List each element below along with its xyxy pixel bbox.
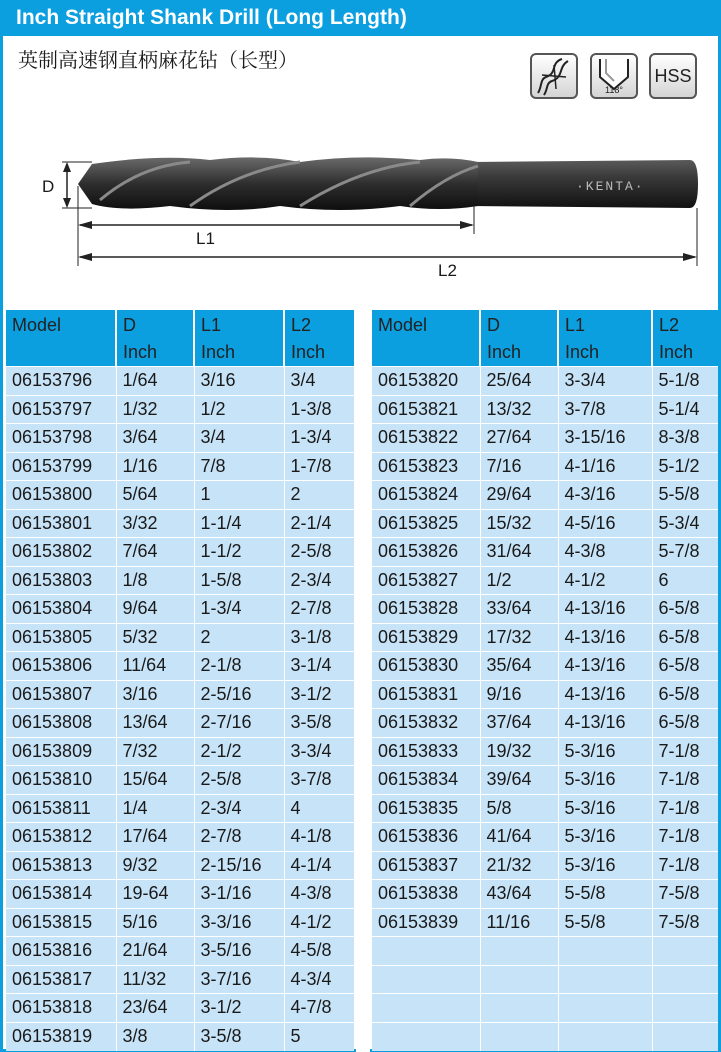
- model-cell: 06153808: [6, 709, 116, 738]
- table-row: [372, 965, 718, 994]
- d-cell: 5/8: [480, 794, 558, 823]
- col-l2-header: L2 Inch: [284, 310, 354, 367]
- d-cell: 35/64: [480, 652, 558, 681]
- d-cell: 11/32: [116, 965, 194, 994]
- d-cell: 31/64: [480, 538, 558, 567]
- l2-cell: 7-1/8: [652, 823, 718, 852]
- model-cell: 06153835: [372, 794, 480, 823]
- table-row: [6, 680, 354, 709]
- model-cell: 06153810: [6, 766, 116, 795]
- l2-cell: 4-5/8: [284, 937, 354, 966]
- d-cell: 21/32: [480, 851, 558, 880]
- table-row: [372, 452, 718, 481]
- d-cell: 19/32: [480, 737, 558, 766]
- d-cell: [480, 1022, 558, 1051]
- d-cell: 11/16: [480, 908, 558, 937]
- table-row: [372, 395, 718, 424]
- title-bar: [0, 0, 721, 36]
- l1-cell: 2-1/2: [194, 737, 284, 766]
- l2-cell: 7-5/8: [652, 880, 718, 909]
- table-row: [6, 652, 354, 681]
- d-cell: 1/8: [116, 566, 194, 595]
- l2-cell: 5: [284, 1022, 354, 1051]
- table-row: [372, 737, 718, 766]
- l1-cell: 4-13/16: [558, 623, 652, 652]
- model-cell: 06153803: [6, 566, 116, 595]
- table-header: [372, 310, 718, 367]
- table-row: [372, 509, 718, 538]
- d-cell: 25/64: [480, 367, 558, 396]
- table-row: [6, 509, 354, 538]
- model-cell: 06153811: [6, 794, 116, 823]
- l2-cell: 2-1/4: [284, 509, 354, 538]
- l1-cell: [558, 994, 652, 1023]
- table-row: [6, 481, 354, 510]
- model-cell: [372, 937, 480, 966]
- table-row: [6, 709, 354, 738]
- l1-cell: 5-3/16: [558, 823, 652, 852]
- l2-cell: 5-3/4: [652, 509, 718, 538]
- model-cell: 06153815: [6, 908, 116, 937]
- table-row: [6, 823, 354, 852]
- l1-cell: 1-1/2: [194, 538, 284, 567]
- table-row: [6, 395, 354, 424]
- table-row: [6, 566, 354, 595]
- model-cell: 06153807: [6, 680, 116, 709]
- l2-cell: 4-1/8: [284, 823, 354, 852]
- l2-cell: 3-3/4: [284, 737, 354, 766]
- l2-cell: 7-5/8: [652, 908, 718, 937]
- model-cell: 06153797: [6, 395, 116, 424]
- model-cell: 06153801: [6, 509, 116, 538]
- model-cell: 06153802: [6, 538, 116, 567]
- drill-brand-marking: ·KENTA·: [576, 179, 645, 194]
- l1-cell: 4-1/2: [558, 566, 652, 595]
- d-cell: 29/64: [480, 481, 558, 510]
- l1-cell: 1-1/4: [194, 509, 284, 538]
- l2-cell: 6-5/8: [652, 623, 718, 652]
- spec-table-right: [372, 310, 718, 1051]
- l1-cell: 1: [194, 481, 284, 510]
- l2-cell: 7-1/8: [652, 737, 718, 766]
- model-cell: 06153812: [6, 823, 116, 852]
- model-cell: [372, 1022, 480, 1051]
- d-cell: 15/32: [480, 509, 558, 538]
- d-cell: 13/32: [480, 395, 558, 424]
- dim-l1-label: L1: [196, 229, 215, 248]
- table-row: [6, 452, 354, 481]
- table-row: [372, 566, 718, 595]
- table-row: [372, 481, 718, 510]
- table-row: [6, 595, 354, 624]
- d-cell: 23/64: [116, 994, 194, 1023]
- col-d-header: D Inch: [480, 310, 558, 367]
- table-row: [6, 994, 354, 1023]
- col-model-header: Model: [6, 310, 116, 367]
- l1-cell: 3-3/4: [558, 367, 652, 396]
- table-row: [372, 595, 718, 624]
- model-cell: 06153830: [372, 652, 480, 681]
- table-row: [372, 880, 718, 909]
- d-cell: 17/32: [480, 623, 558, 652]
- model-cell: 06153809: [6, 737, 116, 766]
- col-d-header: D Inch: [116, 310, 194, 367]
- d-cell: 5/16: [116, 908, 194, 937]
- d-cell: 1/16: [116, 452, 194, 481]
- table-row: [6, 937, 354, 966]
- model-cell: 06153838: [372, 880, 480, 909]
- table-row: [6, 965, 354, 994]
- spec-table-left: [6, 310, 354, 1051]
- l2-cell: 3/4: [284, 367, 354, 396]
- l1-cell: 3-1/16: [194, 880, 284, 909]
- l1-cell: 4-1/16: [558, 452, 652, 481]
- model-cell: 06153826: [372, 538, 480, 567]
- d-cell: 15/64: [116, 766, 194, 795]
- table-row: [372, 709, 718, 738]
- table-header: [6, 310, 354, 367]
- l2-cell: 5-1/2: [652, 452, 718, 481]
- l1-cell: 4-13/16: [558, 595, 652, 624]
- d-cell: 27/64: [480, 424, 558, 453]
- l1-cell: 3-7/8: [558, 395, 652, 424]
- model-cell: 06153798: [6, 424, 116, 453]
- page-title: Inch Straight Shank Drill (Long Length): [16, 6, 407, 29]
- point-angle-label: 118°: [605, 85, 623, 95]
- d-cell: 21/64: [116, 937, 194, 966]
- model-cell: 06153820: [372, 367, 480, 396]
- table-row: [372, 937, 718, 966]
- model-cell: 06153799: [6, 452, 116, 481]
- d-cell: 43/64: [480, 880, 558, 909]
- model-cell: 06153827: [372, 566, 480, 595]
- table-row: [6, 737, 354, 766]
- d-cell: 9/64: [116, 595, 194, 624]
- l1-cell: 5-3/16: [558, 851, 652, 880]
- l2-cell: 4: [284, 794, 354, 823]
- table-row: [372, 424, 718, 453]
- l1-cell: 4-5/16: [558, 509, 652, 538]
- l2-cell: 2-3/4: [284, 566, 354, 595]
- l1-cell: 2-1/8: [194, 652, 284, 681]
- l2-cell: 6-5/8: [652, 709, 718, 738]
- model-cell: 06153817: [6, 965, 116, 994]
- d-cell: 9/32: [116, 851, 194, 880]
- d-cell: 1/32: [116, 395, 194, 424]
- table-row: [6, 766, 354, 795]
- model-cell: [372, 965, 480, 994]
- model-cell: 06153825: [372, 509, 480, 538]
- d-cell: 33/64: [480, 595, 558, 624]
- d-cell: 3/8: [116, 1022, 194, 1051]
- table-row: [372, 851, 718, 880]
- l2-cell: 2: [284, 481, 354, 510]
- model-cell: 06153814: [6, 880, 116, 909]
- l1-cell: 5-3/16: [558, 794, 652, 823]
- l1-cell: 4-13/16: [558, 709, 652, 738]
- model-cell: 06153824: [372, 481, 480, 510]
- table-row: [372, 623, 718, 652]
- table-row: [6, 1022, 354, 1051]
- d-cell: [480, 994, 558, 1023]
- l2-cell: [652, 937, 718, 966]
- d-cell: 7/16: [480, 452, 558, 481]
- l2-cell: 1-7/8: [284, 452, 354, 481]
- table-row: [372, 908, 718, 937]
- model-cell: 06153822: [372, 424, 480, 453]
- l2-cell: 3-1/2: [284, 680, 354, 709]
- dim-d-label: D: [42, 177, 55, 196]
- l2-cell: 3-5/8: [284, 709, 354, 738]
- d-cell: [480, 937, 558, 966]
- col-l1-header: L1 Inch: [558, 310, 652, 367]
- d-cell: 19-64: [116, 880, 194, 909]
- dim-l2-label: L2: [438, 261, 457, 280]
- table-row: [372, 823, 718, 852]
- d-cell: 1/64: [116, 367, 194, 396]
- l1-cell: 1/2: [194, 395, 284, 424]
- l1-cell: [558, 937, 652, 966]
- l2-cell: 5-7/8: [652, 538, 718, 567]
- l2-cell: 1-3/8: [284, 395, 354, 424]
- l2-cell: 2-5/8: [284, 538, 354, 567]
- d-cell: 3/64: [116, 424, 194, 453]
- l2-cell: 3-7/8: [284, 766, 354, 795]
- l2-cell: 4-1/4: [284, 851, 354, 880]
- drill-drawing: [0, 140, 721, 290]
- model-cell: 06153836: [372, 823, 480, 852]
- l1-cell: 5-3/16: [558, 766, 652, 795]
- l1-cell: 4-13/16: [558, 652, 652, 681]
- model-cell: 06153828: [372, 595, 480, 624]
- col-l2-header: L2 Inch: [652, 310, 718, 367]
- l2-cell: 3-1/8: [284, 623, 354, 652]
- chinese-subtitle: 英制高速钢直柄麻花钻（长型）: [18, 48, 298, 72]
- l2-cell: 6-5/8: [652, 652, 718, 681]
- model-cell: 06153804: [6, 595, 116, 624]
- l1-cell: 2-7/8: [194, 823, 284, 852]
- l2-cell: 6-5/8: [652, 680, 718, 709]
- d-cell: 7/32: [116, 737, 194, 766]
- table-row: [372, 680, 718, 709]
- model-cell: 06153805: [6, 623, 116, 652]
- l2-cell: 4-3/8: [284, 880, 354, 909]
- l2-cell: 8-3/8: [652, 424, 718, 453]
- l1-cell: 7/8: [194, 452, 284, 481]
- table-row: [372, 766, 718, 795]
- model-cell: 06153796: [6, 367, 116, 396]
- l1-cell: 2-3/4: [194, 794, 284, 823]
- table-row: [6, 908, 354, 937]
- d-cell: 5/64: [116, 481, 194, 510]
- model-cell: 06153800: [6, 481, 116, 510]
- d-cell: 39/64: [480, 766, 558, 795]
- l1-cell: 3-15/16: [558, 424, 652, 453]
- l2-cell: 7-1/8: [652, 851, 718, 880]
- l2-cell: 6-5/8: [652, 595, 718, 624]
- l2-cell: 7-1/8: [652, 794, 718, 823]
- d-cell: [480, 965, 558, 994]
- l1-cell: 3-7/16: [194, 965, 284, 994]
- l1-cell: [558, 1022, 652, 1051]
- table-row: [6, 880, 354, 909]
- d-cell: 13/64: [116, 709, 194, 738]
- hss-label: HSS: [654, 66, 692, 86]
- l1-cell: 3-5/8: [194, 1022, 284, 1051]
- table-row: [372, 1022, 718, 1051]
- l1-cell: 3-5/16: [194, 937, 284, 966]
- d-cell: 3/32: [116, 509, 194, 538]
- l1-cell: 3-3/16: [194, 908, 284, 937]
- l2-cell: 5-1/4: [652, 395, 718, 424]
- l1-cell: 2: [194, 623, 284, 652]
- l2-cell: [652, 1022, 718, 1051]
- l1-cell: 2-5/16: [194, 680, 284, 709]
- d-cell: 7/64: [116, 538, 194, 567]
- l1-cell: [558, 965, 652, 994]
- model-cell: 06153837: [372, 851, 480, 880]
- model-cell: 06153829: [372, 623, 480, 652]
- model-cell: 06153839: [372, 908, 480, 937]
- l1-cell: 2-15/16: [194, 851, 284, 880]
- table-row: [6, 367, 354, 396]
- d-cell: 3/16: [116, 680, 194, 709]
- d-cell: 11/64: [116, 652, 194, 681]
- model-cell: 06153819: [6, 1022, 116, 1051]
- model-cell: 06153806: [6, 652, 116, 681]
- helix-flute-icon: [530, 53, 578, 99]
- l2-cell: 3-1/4: [284, 652, 354, 681]
- l1-cell: 3/4: [194, 424, 284, 453]
- l1-cell: 3/16: [194, 367, 284, 396]
- l1-cell: 2-5/8: [194, 766, 284, 795]
- d-cell: 37/64: [480, 709, 558, 738]
- d-cell: 41/64: [480, 823, 558, 852]
- table-row: [372, 538, 718, 567]
- l1-cell: 5-5/8: [558, 908, 652, 937]
- table-row: [6, 623, 354, 652]
- model-cell: 06153813: [6, 851, 116, 880]
- l1-cell: 4-3/8: [558, 538, 652, 567]
- model-cell: 06153818: [6, 994, 116, 1023]
- model-cell: 06153821: [372, 395, 480, 424]
- l2-cell: 5-5/8: [652, 481, 718, 510]
- l2-cell: 6: [652, 566, 718, 595]
- model-cell: [372, 994, 480, 1023]
- model-cell: 06153823: [372, 452, 480, 481]
- l2-cell: [652, 994, 718, 1023]
- table-row: [6, 794, 354, 823]
- table-row: [6, 851, 354, 880]
- table-row: [6, 424, 354, 453]
- l1-cell: 1-3/4: [194, 595, 284, 624]
- l1-cell: 4-13/16: [558, 680, 652, 709]
- l1-cell: 4-3/16: [558, 481, 652, 510]
- table-separator: [356, 310, 370, 1052]
- l2-cell: 4-7/8: [284, 994, 354, 1023]
- table-row: [6, 538, 354, 567]
- l1-cell: 1-5/8: [194, 566, 284, 595]
- l2-cell: 7-1/8: [652, 766, 718, 795]
- table-row: [372, 994, 718, 1023]
- d-cell: 5/32: [116, 623, 194, 652]
- table-row: [372, 652, 718, 681]
- table-row: [372, 367, 718, 396]
- l2-cell: 4-1/2: [284, 908, 354, 937]
- l2-cell: 4-3/4: [284, 965, 354, 994]
- l1-cell: 5-3/16: [558, 737, 652, 766]
- l2-cell: 5-1/8: [652, 367, 718, 396]
- model-cell: 06153831: [372, 680, 480, 709]
- l1-cell: 5-5/8: [558, 880, 652, 909]
- l1-cell: 3-1/2: [194, 994, 284, 1023]
- col-model-header: Model: [372, 310, 480, 367]
- model-cell: 06153833: [372, 737, 480, 766]
- d-cell: 1/4: [116, 794, 194, 823]
- model-cell: 06153816: [6, 937, 116, 966]
- table-row: [372, 794, 718, 823]
- d-cell: 9/16: [480, 680, 558, 709]
- d-cell: 1/2: [480, 566, 558, 595]
- l2-cell: 1-3/4: [284, 424, 354, 453]
- col-l1-header: L1 Inch: [194, 310, 284, 367]
- hss-material-badge: [649, 53, 697, 99]
- l2-cell: 2-7/8: [284, 595, 354, 624]
- model-cell: 06153834: [372, 766, 480, 795]
- l2-cell: [652, 965, 718, 994]
- point-angle-icon: [590, 53, 638, 99]
- l1-cell: 2-7/16: [194, 709, 284, 738]
- d-cell: 17/64: [116, 823, 194, 852]
- model-cell: 06153832: [372, 709, 480, 738]
